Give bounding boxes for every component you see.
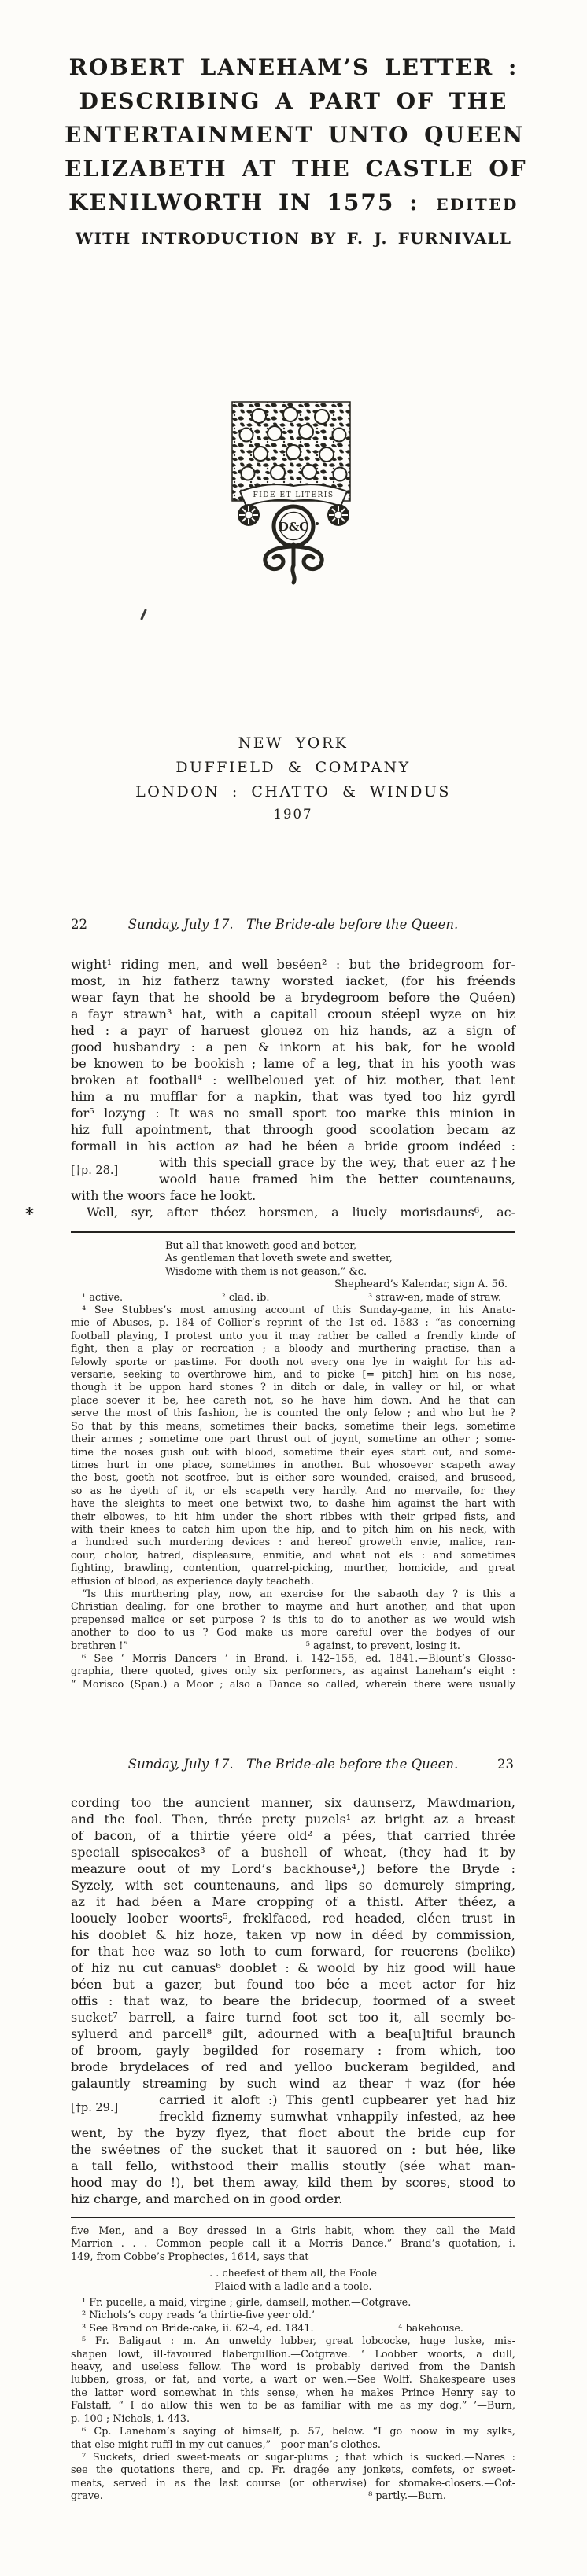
running-head-22 bbox=[71, 916, 515, 933]
title-block bbox=[65, 50, 527, 255]
body-line: freckld fiznemy sumwhat vnhappily infested, az hee bbox=[159, 2109, 515, 2124]
motto-ribbon bbox=[240, 484, 347, 506]
footnote-line: mie of Abuses, p. 184 of Collier’s reprint of the 1st ed. 1583 : “as concerning bbox=[71, 1317, 515, 1330]
footnote-line: a hundred such murdering devices : and hereof groweth envie, malice, ran- bbox=[71, 1536, 515, 1549]
footnote-line: effusion of blood, as experience dayly teacheth. bbox=[71, 1575, 314, 1588]
body-line: offis : that waz, to beare the bridecup, foormed of a sweet bbox=[71, 1993, 515, 2008]
imprint-lines bbox=[71, 731, 515, 804]
footnote-continuation bbox=[71, 2225, 515, 2251]
verse-attribution: Shepheard’s Kalendar, sign A. 56. bbox=[334, 1279, 508, 1291]
body-line: went, by the byzy flyez, that floct about the bride cup for bbox=[71, 2125, 515, 2140]
ornament-motto: FIDE ET LITERIS bbox=[253, 491, 334, 499]
book-title-line: ENTERTAINMENT UNTO QUEEN bbox=[65, 122, 525, 148]
flourish bbox=[265, 544, 322, 583]
body-line: hed : a payr of haruest glouez on hiz hands, az a sign of bbox=[71, 1023, 515, 1038]
footnote-line: though it be uppon hard stones ? in ditch or dale, in valley or hil, or what bbox=[71, 1382, 515, 1394]
footnote-line: ⁶ See ‘ Morris Dancers ’ in Brand, i. 142–155, ed. 1841.—Blount’s Glosso- bbox=[82, 1653, 515, 1665]
body-line: for that hee waz so loth to cum forward, for reuerens (belike) bbox=[71, 1944, 515, 1959]
footnote-1: ¹ Fr. pucelle, a maid, virgine ; girle, damsell, mother.—Cotgrave. bbox=[82, 2297, 412, 2309]
footnote-line: serve the most of this fashion, he is counted the only felow ; and who but he ? bbox=[71, 1408, 515, 1420]
verse-line: As gentleman that loveth swete and swetter, bbox=[165, 1253, 393, 1265]
footnote-line: with their knees to catch him upon the hip, and to pitch him on his neck, with bbox=[71, 1523, 515, 1536]
footnote-line: lubben, gross, or fat, and vorte, a wart or wen.—See Wolff. Shakespeare uses bbox=[71, 2374, 515, 2386]
footnote-line: five Men, and a Boy dressed in a Girls habit, whom they call the Maid bbox=[71, 2225, 515, 2237]
body-line: the swéetnes of the sucket that it sauored on : but hée, like bbox=[71, 2142, 515, 2157]
page-23 bbox=[71, 1756, 515, 2504]
body-line: formall in his action az had he béen a bride groom indéed : bbox=[71, 1139, 515, 1154]
body-line: a fayr strawn³ hat, with a capitall crooun stéepl wyze on hiz bbox=[71, 1006, 515, 1021]
body-paragraph bbox=[71, 2125, 515, 2191]
footnote-3: ³ See Brand on Bride-cake, ii. 62–4, ed. 1841. bbox=[82, 2322, 314, 2335]
footnote-line: shapen lowt, ill-favoured flabergullion.—Cotgrave. ‘ Loobber woorts, a dull, bbox=[71, 2348, 515, 2361]
footnote-5: ⁵ against, to prevent, losing it. bbox=[305, 1639, 460, 1652]
footnote-4-quote bbox=[71, 1588, 515, 1640]
body-line: and the fool. Then, thrée prety puzels¹ az bright az a breast bbox=[71, 1812, 515, 1827]
footnote-line: place soever it be, hee careth not, so he have him down. And he that can bbox=[71, 1394, 515, 1407]
imprint-block bbox=[71, 731, 515, 822]
footnote-2: ² Nichols’s copy reads ‘a thirtie-five yeer old.’ bbox=[82, 2309, 316, 2322]
body-line: Syzely, with set countenauns, and lips so demurely simpring, bbox=[71, 1878, 515, 1893]
body-line: hood may do !), bet them away, kild them by scores, stood to bbox=[71, 2175, 515, 2190]
footnote-verse bbox=[71, 2268, 515, 2294]
body-line: loouely loober woorts⁵, freklfaced, red headed, cléen trust in bbox=[71, 1911, 515, 1926]
ornament-monogram: D&C bbox=[278, 520, 309, 534]
footnote-line: Christian dealing, for one brother to mayme and hurt another, and that upon bbox=[71, 1601, 515, 1614]
body-line: sucket⁷ barrell, a faire turnd foot set too it, all seemly be- bbox=[71, 2010, 515, 2025]
page-note-lines bbox=[159, 2092, 515, 2125]
body-line: wight¹ riding men, and well beséen² : but the bridegroom for- bbox=[71, 957, 515, 972]
footnote-line: felowly sporte or pastime. For dooth not every one lye in waight for his ad- bbox=[71, 1356, 515, 1368]
book-title-line5-main: KENILWORTH IN 1575 : bbox=[68, 190, 419, 215]
body-line: meazure oout of my Lord’s backhouse⁴,) before the Bryde : bbox=[71, 1861, 515, 1876]
footnote-line: have the sleights to meet one betwixt two, to dashe him against the hart with bbox=[71, 1498, 515, 1511]
imprint-year: 1907 bbox=[273, 807, 313, 822]
page-22-body bbox=[71, 956, 515, 1220]
footnote-line: ⁷ Suckets, dried sweet-meats or sugar-plums ; that which is sucked.—Nares : bbox=[82, 2451, 515, 2464]
imprint-line: NEW YORK bbox=[238, 734, 349, 752]
footnote-7 bbox=[71, 2452, 515, 2490]
footnote-line: 149, from Cobbe’s Prophecies, 1614, says that bbox=[71, 2250, 309, 2263]
body-line: with this speciall grace by the wey, that euer az †he bbox=[159, 1155, 515, 1170]
footnote-line: fighting, brawling, contention, quarrel-picking, murther, homicide, and great bbox=[71, 1562, 515, 1575]
footnote-line: Falstaff, “ I do allow this wen to be as familiar with me as my dog.” ’—Burn, bbox=[71, 2400, 515, 2412]
footnote-2: ² clad. ib. bbox=[221, 1291, 270, 1304]
footnote-line: times hurt in one place, sometimes in another. But whosoever scapeth away bbox=[71, 1459, 515, 1471]
running-head-23 bbox=[71, 1756, 515, 1772]
footnote-line: their armes ; sometime one part thrust out of joynt, sometime an other ; some- bbox=[71, 1433, 515, 1446]
footnote-line: time the noses gush out with blood, sometime their eyes start out, and some- bbox=[71, 1446, 515, 1459]
body-line: of bacon, of a thirtie yéere old² a pées, that carried thrée bbox=[71, 1828, 515, 1843]
page-22 bbox=[25, 916, 515, 1691]
body-line: broken at football⁴ : wellbeloued yet of hiz mother, that lent bbox=[71, 1073, 515, 1087]
body-line: wear fayn that he shoold be a brydegroom before the Quéen) bbox=[71, 990, 515, 1005]
footnote-6 bbox=[71, 1653, 515, 1691]
body-line: be knowen to be bookish ; lame of a leg, that in his yooth was bbox=[71, 1056, 515, 1071]
footnote-line: “Is this murthering play, now, an exercise for the sabaoth day ? is this a bbox=[82, 1588, 515, 1600]
footnote-line: prepensed malice or set purpose ? is this to do to another as we would wish bbox=[71, 1614, 515, 1626]
body-line: of hiz nu cut canuas⁶ dooblet : & woold by hiz good will haue bbox=[71, 1960, 515, 1975]
stray-ink-mark bbox=[140, 609, 147, 620]
footnote-rule-22 bbox=[71, 1231, 515, 1233]
body-line: Well, syr, after théez horsmen, a liuely morisdauns⁶, ac- bbox=[87, 1205, 515, 1220]
footnote-split-row bbox=[71, 1640, 515, 1653]
footnote-line: fight, then a play or recreation ; a bloody and murthering practise, than a bbox=[71, 1343, 515, 1356]
body-paragraph bbox=[71, 956, 515, 1154]
footnote-line: brethren !” bbox=[71, 1639, 128, 1652]
body-line: brode brydelaces of red and yelloo buckeram begilded, and bbox=[71, 2059, 515, 2074]
body-line: galauntly streaming by such wind az thear †waz (for hée bbox=[71, 2076, 515, 2091]
margin-asterisk: * bbox=[25, 1204, 34, 1224]
footnote-line: so as he dyeth of it, or els scapeth very hardly. And no mervaile, for they bbox=[71, 1485, 515, 1497]
footnote-row-123 bbox=[71, 1292, 515, 1305]
footnote-line: So that by this means, sometimes their backs, sometime their legs, sometime bbox=[71, 1420, 515, 1433]
footnote-3: ³ straw-en, made of straw. bbox=[368, 1291, 501, 1304]
footnote-line: their elbowes, to hit him under the short ribbes with their griped fists, and bbox=[71, 1511, 515, 1523]
footnote-line: the best, goeth not scotfree, but is either sore wounded, craised, and bruseed, bbox=[71, 1472, 515, 1485]
footnote-1: ¹ active. bbox=[82, 1291, 124, 1304]
footnote-line: cour, cholor, hatred, displeasure, enmitie, and what not els : and sometimes bbox=[71, 1549, 515, 1562]
footnote-line: versarie, seeking to overthrowe him, and to picke [= pitch] him on his nose, bbox=[71, 1369, 515, 1382]
body-line: speciall spisecakes³ of a bushell of wheat, (they had it by bbox=[71, 1845, 515, 1860]
printers-device-ornament bbox=[229, 396, 358, 588]
body-line: az it had béen a Mare cropping of a thistl. After théez, a bbox=[71, 1894, 515, 1909]
body-line: for⁵ lozyng : It was no small sport too marke this minion in bbox=[71, 1106, 515, 1121]
page-note-row-29 bbox=[71, 2092, 515, 2125]
imprint-line: LONDON : CHATTO & WINDUS bbox=[135, 783, 451, 800]
verse-line: But all that knoweth good and better, bbox=[165, 1240, 357, 1252]
page-23-footnotes bbox=[71, 2225, 515, 2504]
book-subtitle: WITH INTRODUCTION BY F. J. FURNIVALL bbox=[75, 229, 512, 248]
page-note-row-28 bbox=[71, 1154, 515, 1187]
footnote-line: graphia, there quoted, gives only six performers, as against Laneham’s eight : bbox=[71, 1665, 515, 1678]
body-line: with the woors face he lookt. bbox=[71, 1188, 257, 1203]
footnote-line: see the quotations there, and cp. Fr. dragée any jonkets, comfets, or sweet- bbox=[71, 2464, 515, 2477]
body-line: béen but a gazer, but found too bée a meet actor for hiz bbox=[71, 1977, 515, 1992]
footnote-line: that else might ruffl in my cut canues,”—poor man’s clothes. bbox=[71, 2438, 381, 2451]
verse-line: Plaied with a ladle and a toole. bbox=[214, 2280, 372, 2293]
page-note-label-29: [†p. 29.] bbox=[71, 2101, 119, 2114]
footnote-line: heavy, and useless fellow. The word is probably derived from the Danish bbox=[71, 2361, 515, 2374]
footnote-verse bbox=[165, 1240, 515, 1279]
book-title bbox=[65, 50, 527, 186]
book-title-line: ROBERT LANEHAM’S LETTER : bbox=[68, 54, 519, 80]
body-line: of broom, gayly begilded for rosemary : from which, too bbox=[71, 2043, 515, 2058]
footnote-line: another to doo to us ? God make us more careful over the bodyes of our bbox=[71, 1627, 515, 1639]
footnote-4 bbox=[71, 1305, 515, 1576]
body-line: his dooblet & hiz hoze, taken vp now in déed by commission, bbox=[71, 1927, 515, 1942]
book-title-line5-edited: EDITED bbox=[436, 195, 519, 214]
monogram-medallion bbox=[274, 506, 319, 546]
footnote-8: ⁸ partly.—Burn. bbox=[368, 2490, 446, 2503]
footnote-6: ⁶ Cp. Laneham’s saying of himself, p. 57, below. “I go noow in my sylks, bbox=[82, 2426, 515, 2438]
page-number-23: 23 bbox=[497, 1757, 514, 1772]
footnote-split-row bbox=[71, 2490, 515, 2503]
rosette-left bbox=[238, 504, 260, 526]
body-line: a tall fello, withstood their mallis stoutly (sée what man- bbox=[71, 2158, 515, 2173]
body-line: hiz full apointment, that throogh good scoolation becam az bbox=[71, 1122, 515, 1137]
footnote-line: the latter word somewhat in this sense, when he makes Prince Henry say to bbox=[71, 2386, 515, 2399]
verse-line: Wisdome with them is not geason,” &c. bbox=[165, 1265, 367, 1278]
running-head-title-22: Sunday, July 17. The Bride-ale before the Queen. bbox=[127, 917, 459, 932]
page-22-footnotes bbox=[71, 1240, 515, 1691]
body-line: good husbandry : a pen & inkorn at his bak, for he woold bbox=[71, 1040, 515, 1054]
book-title-line: ELIZABETH AT THE CASTLE OF bbox=[65, 156, 527, 182]
verse-line: . . cheefest of them all, the Foole bbox=[209, 2268, 377, 2280]
body-line: hiz charge, and marched on in good order. bbox=[71, 2191, 343, 2206]
book-title-line: DESCRIBING A PART OF THE bbox=[79, 88, 508, 114]
footnote-row-34 bbox=[71, 2323, 515, 2335]
imprint-line: DUFFIELD & COMPANY bbox=[175, 759, 411, 776]
page-note-label-28: [†p. 28.] bbox=[71, 1164, 119, 1177]
footnote-line: p. 100 ; Nichols, i. 443. bbox=[71, 2412, 190, 2425]
body-paragraph bbox=[71, 1794, 515, 2092]
page-note-lines bbox=[159, 1154, 515, 1187]
footnote-line: “ Morisco (Span.) a Moor ; also a Dance so called, wherein there were usually bbox=[71, 1678, 515, 1691]
running-head-title-23: Sunday, July 17. The Bride-ale before the Queen. bbox=[127, 1757, 459, 1772]
page-number-22: 22 bbox=[71, 917, 87, 932]
footnote-line: ⁵ Fr. Baligaut : m. An unweldy lubber, great lobcocke, huge luske, mis- bbox=[82, 2335, 515, 2348]
footnote-line: Marrion . . . Common people call it a Morris Dance.” Brand’s quotation, i. bbox=[71, 2238, 515, 2250]
page-23-body bbox=[71, 1794, 515, 2207]
book-title-line-kenilworth bbox=[65, 186, 522, 222]
body-line: carried it aloft :) This gentl cupbearer yet had hiz bbox=[159, 2092, 515, 2107]
footnote-line: ⁴ See Stubbes’s most amusing account of this Sunday-game, in his Anato- bbox=[82, 1305, 515, 1317]
footnote-line: meats, served in as the last course (or otherwise) for stomake-closers.—Cot- bbox=[71, 2477, 515, 2490]
body-line: him a nu mufflar for a napkin, that was tyed too hiz gyrdl bbox=[71, 1089, 515, 1104]
body-line: most, in hiz fatherz tawny worsted iacket, (for his fréends bbox=[71, 973, 515, 988]
footnote-line: football playing, I protest unto you it may rather be called a frendly kinde of bbox=[71, 1330, 515, 1342]
body-line: woold haue framed him the better countenauns, bbox=[159, 1172, 515, 1187]
footnote-5 bbox=[71, 2335, 515, 2412]
body-line: syluerd and parcell⁸ gilt, adourned with a bea[u]tiful braunch bbox=[71, 2026, 515, 2041]
footnote-rule-23 bbox=[71, 2217, 515, 2218]
body-line: cording too the auncient manner, six daunserz, Mawdmarion, bbox=[71, 1795, 515, 1810]
footnote-line: grave. bbox=[71, 2490, 103, 2503]
rosette-right bbox=[327, 504, 349, 526]
footnote-4: ⁴ bakehouse. bbox=[398, 2322, 463, 2335]
